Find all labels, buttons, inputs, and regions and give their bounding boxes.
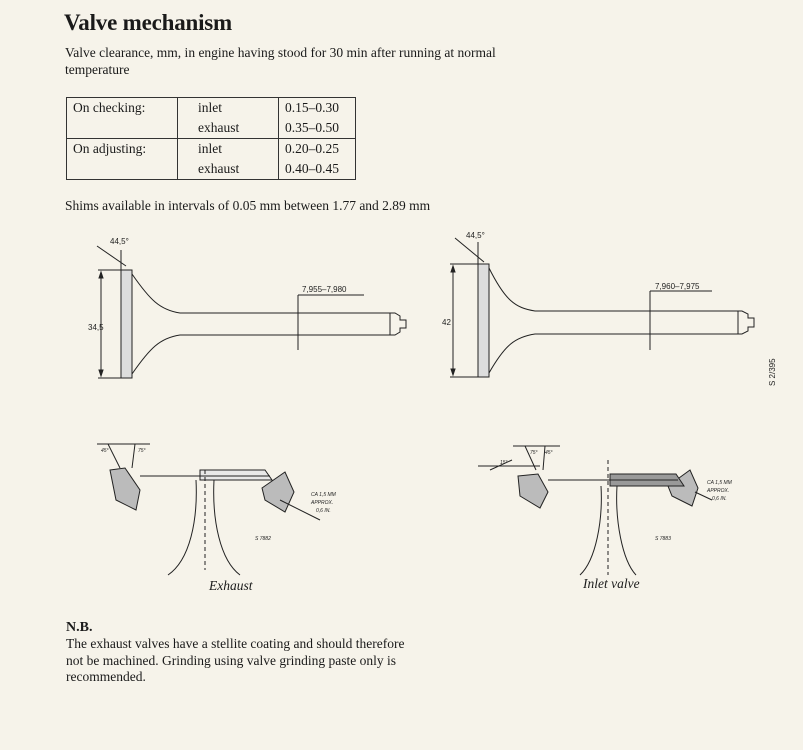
nb-heading: N.B. bbox=[66, 620, 93, 635]
exhaust-diameter-label: 34,5 bbox=[88, 323, 104, 332]
exhaust-stem-label: 7,955–7,980 bbox=[302, 285, 347, 294]
adjusting-label: On adjusting: bbox=[67, 139, 178, 180]
checking-label: On checking: bbox=[67, 98, 178, 139]
inlet-seat-width-a: CA 1,5 MM bbox=[707, 480, 732, 486]
exhaust-seat-width-b: APPROX. bbox=[311, 500, 334, 506]
exhaust-valve-head bbox=[121, 270, 132, 378]
inlet-diameter-label: 42 bbox=[442, 318, 451, 327]
page-title: Valve mechanism bbox=[64, 10, 233, 35]
figure-reference: S 2/395 bbox=[768, 358, 777, 386]
exhaust-seat-angle-b: 75° bbox=[138, 448, 146, 454]
exhaust-caption: Exhaust bbox=[209, 578, 253, 593]
checking-exhaust-value: 0.35–0.50 bbox=[279, 118, 356, 139]
exhaust-seat-ref: S 7882 bbox=[255, 536, 271, 542]
inlet-seat-width-c: 0,6 IN. bbox=[712, 496, 727, 502]
inlet-seat-left bbox=[518, 474, 548, 508]
inlet-valve-head bbox=[478, 264, 489, 377]
adjusting-inlet-value: 0.20–0.25 bbox=[279, 139, 356, 160]
checking-inlet-label: inlet bbox=[178, 98, 279, 119]
exhaust-seat-width-c: 0,6 IN. bbox=[316, 508, 331, 514]
adjusting-inlet-label: inlet bbox=[178, 139, 279, 160]
clearance-description: Valve clearance, mm, in engine having stood for 30 min after running at normal temperature bbox=[65, 45, 496, 77]
inlet-seat-drawing bbox=[478, 446, 712, 575]
inlet-seat-width-b: APPROX. bbox=[707, 488, 730, 494]
inlet-valve-drawing bbox=[450, 238, 754, 377]
inlet-angle-label: 44,5° bbox=[466, 231, 485, 240]
inlet-seat-angle-a: 45° bbox=[545, 450, 553, 456]
inlet-caption: Inlet valve bbox=[583, 576, 640, 591]
exhaust-seat-left bbox=[110, 468, 140, 510]
checking-exhaust-label: exhaust bbox=[178, 118, 279, 139]
adjusting-exhaust-label: exhaust bbox=[178, 159, 279, 180]
inlet-stem-label: 7,960–7,975 bbox=[655, 282, 700, 291]
adjusting-exhaust-value: 0.40–0.45 bbox=[279, 159, 356, 180]
exhaust-valve-stem bbox=[132, 274, 406, 374]
inlet-valve-stem bbox=[489, 268, 754, 373]
nb-text: The exhaust valves have a stellite coating and should therefore not be machined. Grinding using valve grinding paste only is recommended. bbox=[66, 636, 405, 684]
exhaust-seat-drawing bbox=[97, 444, 320, 575]
exhaust-seat-width-a: CA 1,5 MM bbox=[311, 492, 336, 498]
exhaust-angle-label: 44,5° bbox=[110, 237, 129, 246]
inlet-seat-angle-b: 75° bbox=[530, 450, 538, 456]
shims-note: Shims available in intervals of 0.05 mm between 1.77 and 2.89 mm bbox=[65, 198, 431, 213]
inlet-seat-ref: S 7883 bbox=[655, 536, 671, 542]
exhaust-valve-drawing bbox=[97, 246, 406, 378]
exhaust-seat-angle-a: 45° bbox=[101, 448, 109, 454]
inlet-seat-angle-c: 15° bbox=[500, 460, 508, 466]
checking-inlet-value: 0.15–0.30 bbox=[279, 98, 356, 119]
